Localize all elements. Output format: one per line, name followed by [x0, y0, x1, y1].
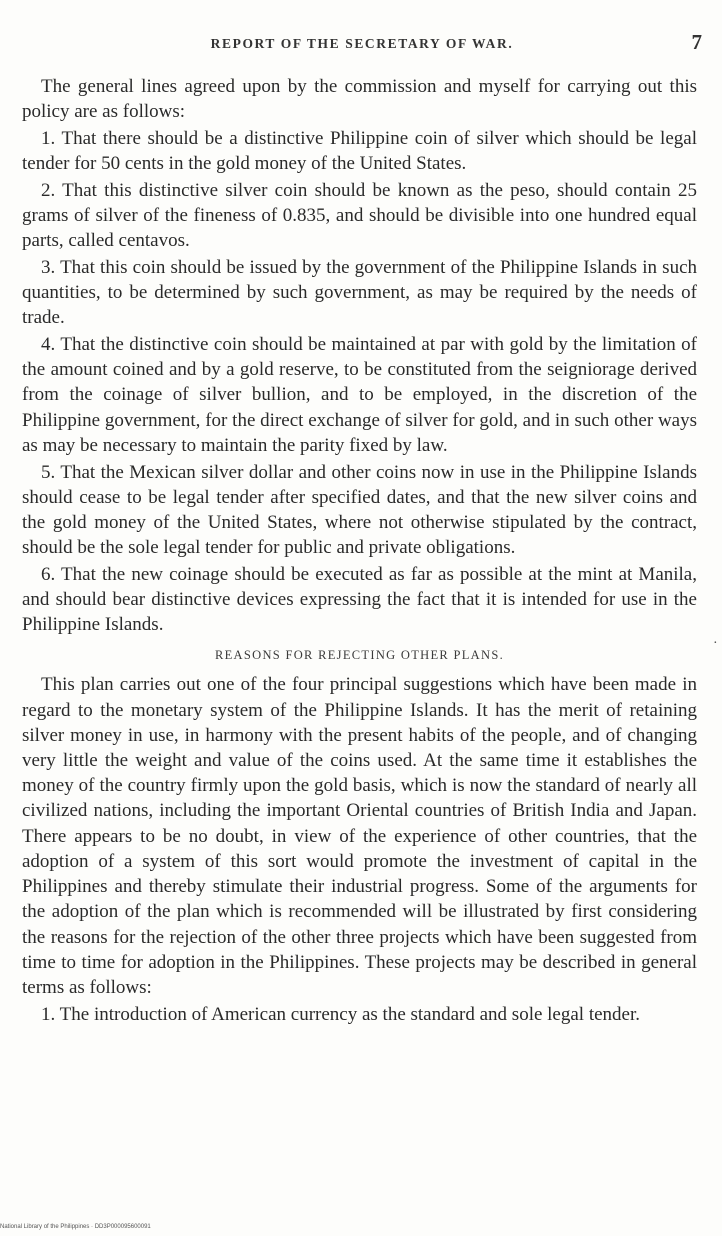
paragraph-reasons: This plan carries out one of the four principal suggestions which have been made in regard to the monetary system of the Philippine Islands. It has the merit of retaining silver money in use, in harmony with the present habits of the people, and of changing very little the weight and value of the coins used. At the same time it establishes the money of the country firmly upon the gold basis, which is now the standard of nearly all civilized nations, including the important Oriental countries of British India and Japan. There appears to be no doubt, in view of the experience of other countries, that the adoption of a system of this sort would promote the investment of capital in the Philippines and thereby stimulate their industrial progress. Some of the arguments for the adoption of the plan which is recommended will be illustrated by first considering the reasons for the rejection of the other three projects which have been suggested from time to time for adoption in the Philippines. These projects may be described in general terms as follows:	[22, 674, 697, 998]
paragraph-intro: The general lines agreed upon by the commission and myself for carrying out this policy are as follows:	[22, 76, 697, 123]
running-head: REPORT OF THE SECRETARY OF WAR.	[210, 36, 514, 51]
body-text	[22, 74, 697, 1028]
paragraph-item-5: 5. That the Mexican silver dollar and other coins now in use in the Philippine Islands should cease to be legal tender after specified dates, and that the new silver coins and the gold money of the United States, where not otherwise stipulated by the contract, should be the sole legal tender for public and private obligations.	[22, 461, 697, 559]
paragraph-item-6: 6. That the new coinage should be executed as far as possible at the mint at Manila, and should bear distinctive devices expressing the fact that it is intended for use in the Philippine Islands.	[22, 563, 697, 636]
paragraph-project-1: 1. The introduction of American currency as the standard and sole legal tender.	[41, 1003, 641, 1025]
section-heading: REASONS FOR REJECTING OTHER PLANS.	[214, 648, 505, 663]
paragraph-item-3: 3. That this coin should be issued by the government of the Philippine Islands in such quantities, to be determined by such government, as may be required by the needs of trade.	[22, 256, 697, 329]
page-header	[22, 30, 702, 56]
paragraph-item-1: 1. That there should be a distinctive Philippine coin of silver which should be legal tender for 50 cents in the gold money of the United States.	[22, 127, 697, 175]
page-number: 7	[691, 30, 702, 54]
paragraph-item-4: 4. That the distinctive coin should be maintained at par with gold by the limitation of the amount coined and by a gold reserve, to be constituted from the seigniorage derived from the coinage of silver bullion, and to be employed, in the discretion of the Philippine government, for the direct exchange of silver for gold, and in such other ways as may be necessary to maintain the parity fixed by law.	[22, 334, 697, 456]
paragraph-item-2: 2. That this distinctive silver coin should be known as the peso, should contain 25 grams of silver of the fineness of 0.835, and should be divisible into one hundred equal parts, called centavos.	[22, 179, 697, 252]
margin-mark: ·	[713, 636, 718, 651]
footer-stamp: National Library of the Philippines · DD3P000095600091	[0, 1224, 151, 1230]
